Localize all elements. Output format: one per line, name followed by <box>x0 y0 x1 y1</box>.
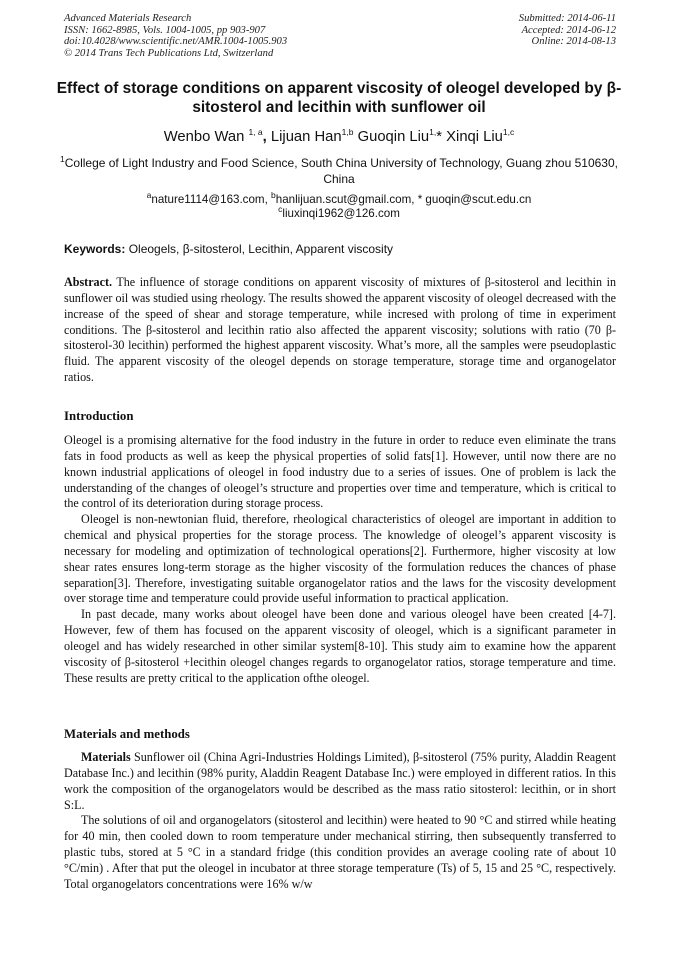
author-separator: , <box>262 129 267 145</box>
email-c[interactable]: liuxinqi1962@126.com <box>282 207 400 220</box>
author-name: Lijuan Han <box>270 129 342 145</box>
email-b[interactable]: hanlijuan.scut@gmail.com, * guoqin@scut.edu.cn <box>275 193 532 206</box>
online-date: Online: 2014-08-13 <box>531 36 616 48</box>
keywords-label: Keywords: <box>64 242 126 256</box>
accepted-date: Accepted: 2014-06-12 <box>521 24 616 36</box>
email-line-2 <box>60 204 618 221</box>
author-affiliation-mark: 1,c <box>502 127 515 138</box>
abstract <box>64 275 616 386</box>
journal-doi: doi:10.4028/www.scientific.net/AMR.1004-1005.903 <box>64 36 288 48</box>
author-name: Guoqin Liu <box>357 129 430 145</box>
email-a[interactable]: nature1114@163.com, <box>151 193 272 206</box>
email-mark: c <box>278 204 283 215</box>
section-heading-methods: Materials and methods <box>64 727 190 741</box>
journal-copyright: © 2014 Trans Tech Publications Ltd, Switzerland <box>64 47 274 59</box>
paragraph: The solutions of oil and organogelators (sitosterol and lecithin) were heated to 90 °C and stirred while heating for 40 min, then cooled down to room temperature under mechanical stirring, then subsequently transferred to plastic tubs, stored at 5 °C in a standard fridge (this condition provides an average cooling rate of about 10 °C/min) . After that put the oleogel in incubator at three storage temperature (Ts) of 5, 15 and 25 °C, respectively. Total organogelators concentrations were 16% w/w <box>64 813 616 891</box>
author-name: Xinqi Liu <box>446 129 503 145</box>
author-affiliation-mark: 1,b <box>341 127 354 138</box>
methods-body <box>64 750 616 893</box>
journal-issn: ISSN: 1662-8985, Vols. 1004-1005, pp 903-907 <box>64 24 266 36</box>
author-affiliation-mark: 1, a <box>248 127 263 138</box>
submitted-date: Submitted: 2014-06-11 <box>518 13 616 24</box>
journal-info <box>64 13 287 59</box>
introduction-body <box>64 433 616 687</box>
email-line-1 <box>60 190 618 207</box>
email-mark: a <box>146 190 152 201</box>
affiliation-mark: 1 <box>60 154 65 164</box>
author-list <box>40 128 638 146</box>
paragraph: In past decade, many works about oleogel have been done and various oleogel have been created [4-7]. However, few of them has focused on the apparent viscosity of oleogel, which is a significant parameter in oleogel and has widely researched in other similar system[8-10]. This study aim to examine how the apparent viscosity of β-sitosterol +lecithin oleogel changes regards to organogelator ratios, storage temperature and time. These results are pretty critical to the application ofthe oleogel. <box>64 607 616 685</box>
abstract-text: The influence of storage conditions on apparent viscosity of mixtures of β-sitosterol and lecithin in sunflower oil was studied using rheology. The results showed the apparent viscosity of oleogel decreased with the increase of the speed of shear and storage temperature, while incresed with prolong of time in experiment conditions. The β-sitosterol and lecithin ratio also affected the apparent viscosity; solutions with ratio (70 β-sitosterol-30 lecithin) performed the highest apparent viscosity. What’s more, all the samples were pseudoplastic fluid. The apparent viscosity of the oleogel depends on storage temperature, storage time and organogelator ratios. <box>64 275 616 385</box>
journal-name: Advanced Materials Research <box>64 13 192 24</box>
corresponding-author-mark: * <box>436 129 443 145</box>
abstract-label: Abstract. <box>64 275 113 289</box>
submission-dates <box>519 13 616 48</box>
email-mark: b <box>271 190 276 201</box>
keywords <box>64 241 616 257</box>
paper-title: Effect of storage conditions on apparent viscosity of oleogel developed by β-sitosterol and lecithin with sunflower oil <box>56 80 622 116</box>
materials-label: Materials <box>81 750 131 764</box>
materials-text: Sunflower oil (China Agri-Industries Holdings Limited), β-sitosterol (75% purity, Aladdin Reagent Database Inc.) and lecithin (98% purity, Aladdin Reagent Database Inc.) were employed in different ratios. In this work the composition of the organogelators would be described as the mass ratio sitosterol: lecithin, or in short S:L. <box>64 750 616 812</box>
paragraph: Oleogel is a promising alternative for the food industry in the future in order to reduce even eliminate the trans fats in food products as well as keep the physical properties of solid fats[1]. However, until now there are no known industrial applications of oleogel in food industry due to a series of issues. One of problem is lack the understanding of the changes of oleogel’s structure and properties over time and temperature, which is critical to the control of its deterioration during storage process. <box>64 433 616 511</box>
paragraph: Oleogel is non-newtonian fluid, therefore, rheological characteristics of oleogel are important in addition to chemical and physical properties for the storage process. The knowledge of oleogel’s apparent viscosity is necessary for modeling and optimization of technological operations[2]. Furthermore, higher viscosity at low shear rates ensures long-term storage as the higher viscosity of the formulation reduces the chances of phase separation[3]. Therefore, investigating suitable organogelator ratios and the laws for the viscosity development over storage time and temperature could provide useful information to practical application. <box>64 512 616 606</box>
affiliation <box>60 155 618 187</box>
paragraph-materials <box>64 750 616 813</box>
affiliation-text: College of Light Industry and Food Science, South China University of Technology, Guang zhou 510630, China <box>64 156 618 186</box>
section-heading-introduction: Introduction <box>64 409 134 423</box>
keywords-text: Oleogels, β-sitosterol, Lecithin, Apparent viscosity <box>125 242 394 256</box>
author-emails <box>60 190 618 221</box>
author-name: Wenbo Wan <box>163 129 245 145</box>
author-affiliation-mark: 1, <box>429 127 437 138</box>
